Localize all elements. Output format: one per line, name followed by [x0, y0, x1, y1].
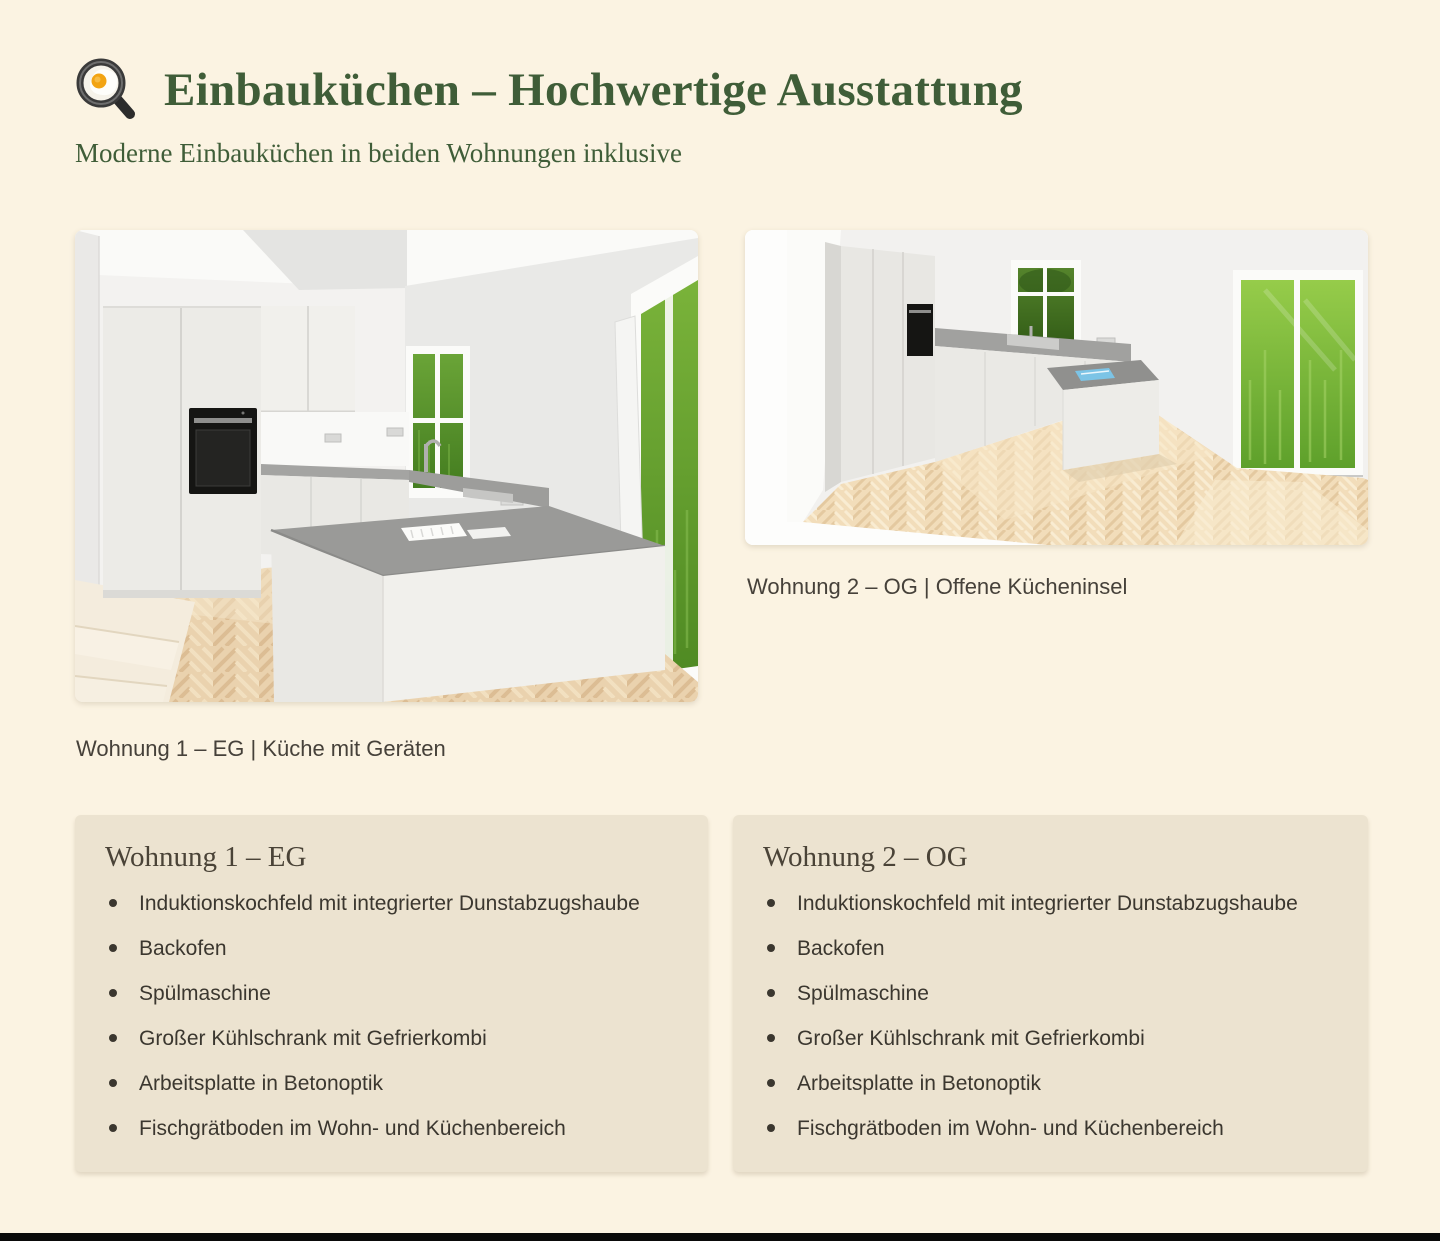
window-bottom-edge: [0, 1233, 1440, 1241]
list-item: [763, 982, 1338, 1005]
frying-pan-egg-icon: [72, 56, 140, 124]
card-title: Wohnung 1 – EG: [105, 841, 307, 873]
list-item-label: Induktionskochfeld mit integrierter Dunstabzugshaube: [797, 892, 1298, 915]
bullet-icon: [767, 944, 775, 952]
page-header: [72, 56, 1023, 124]
bullet-icon: [109, 1124, 117, 1132]
list-item: [105, 1117, 678, 1140]
bullet-icon: [109, 989, 117, 997]
list-item-label: Arbeitsplatte in Betonoptik: [797, 1072, 1041, 1095]
bullet-icon: [109, 899, 117, 907]
feature-list: [105, 892, 678, 1140]
list-item-label: Induktionskochfeld mit integrierter Dunstabzugshaube: [139, 892, 640, 915]
feature-list: [763, 892, 1338, 1140]
list-item: [105, 937, 678, 960]
figure-caption: Wohnung 1 – EG | Küche mit Geräten: [76, 736, 446, 761]
page-subtitle: Moderne Einbauküchen in beiden Wohnungen inklusive: [75, 138, 682, 168]
list-item: [763, 1072, 1338, 1095]
list-item: [105, 892, 678, 915]
list-item-label: Arbeitsplatte in Betonoptik: [139, 1072, 383, 1095]
bullet-icon: [767, 989, 775, 997]
page-title: Einbauküchen – Hochwertige Ausstattung: [164, 64, 1023, 116]
card-wohnung-1: [75, 815, 708, 1172]
list-item-label: Spülmaschine: [797, 982, 929, 1005]
list-item-label: Fischgrätboden im Wohn- und Küchenbereich: [139, 1117, 566, 1140]
list-item: [763, 1117, 1338, 1140]
bullet-icon: [109, 1079, 117, 1087]
list-item-label: Backofen: [139, 937, 227, 960]
bullet-icon: [767, 899, 775, 907]
card-title: Wohnung 2 – OG: [763, 841, 968, 873]
bullet-icon: [109, 944, 117, 952]
list-item-label: Großer Kühlschrank mit Gefrierkombi: [797, 1027, 1145, 1050]
kitchen-render-wohnung-1: [75, 230, 698, 702]
list-item-label: Backofen: [797, 937, 885, 960]
list-item: [763, 937, 1338, 960]
bullet-icon: [767, 1124, 775, 1132]
list-item: [105, 1027, 678, 1050]
bullet-icon: [767, 1034, 775, 1042]
kitchen-render-wohnung-2: [745, 230, 1368, 545]
list-item-label: Spülmaschine: [139, 982, 271, 1005]
list-item: [105, 982, 678, 1005]
figure-caption: Wohnung 2 – OG | Offene Kücheninsel: [747, 574, 1128, 599]
list-item: [763, 892, 1338, 915]
card-wohnung-2: [733, 815, 1368, 1172]
bullet-icon: [767, 1079, 775, 1087]
list-item: [105, 1072, 678, 1095]
list-item-label: Fischgrätboden im Wohn- und Küchenbereich: [797, 1117, 1224, 1140]
list-item-label: Großer Kühlschrank mit Gefrierkombi: [139, 1027, 487, 1050]
bullet-icon: [109, 1034, 117, 1042]
list-item: [763, 1027, 1338, 1050]
